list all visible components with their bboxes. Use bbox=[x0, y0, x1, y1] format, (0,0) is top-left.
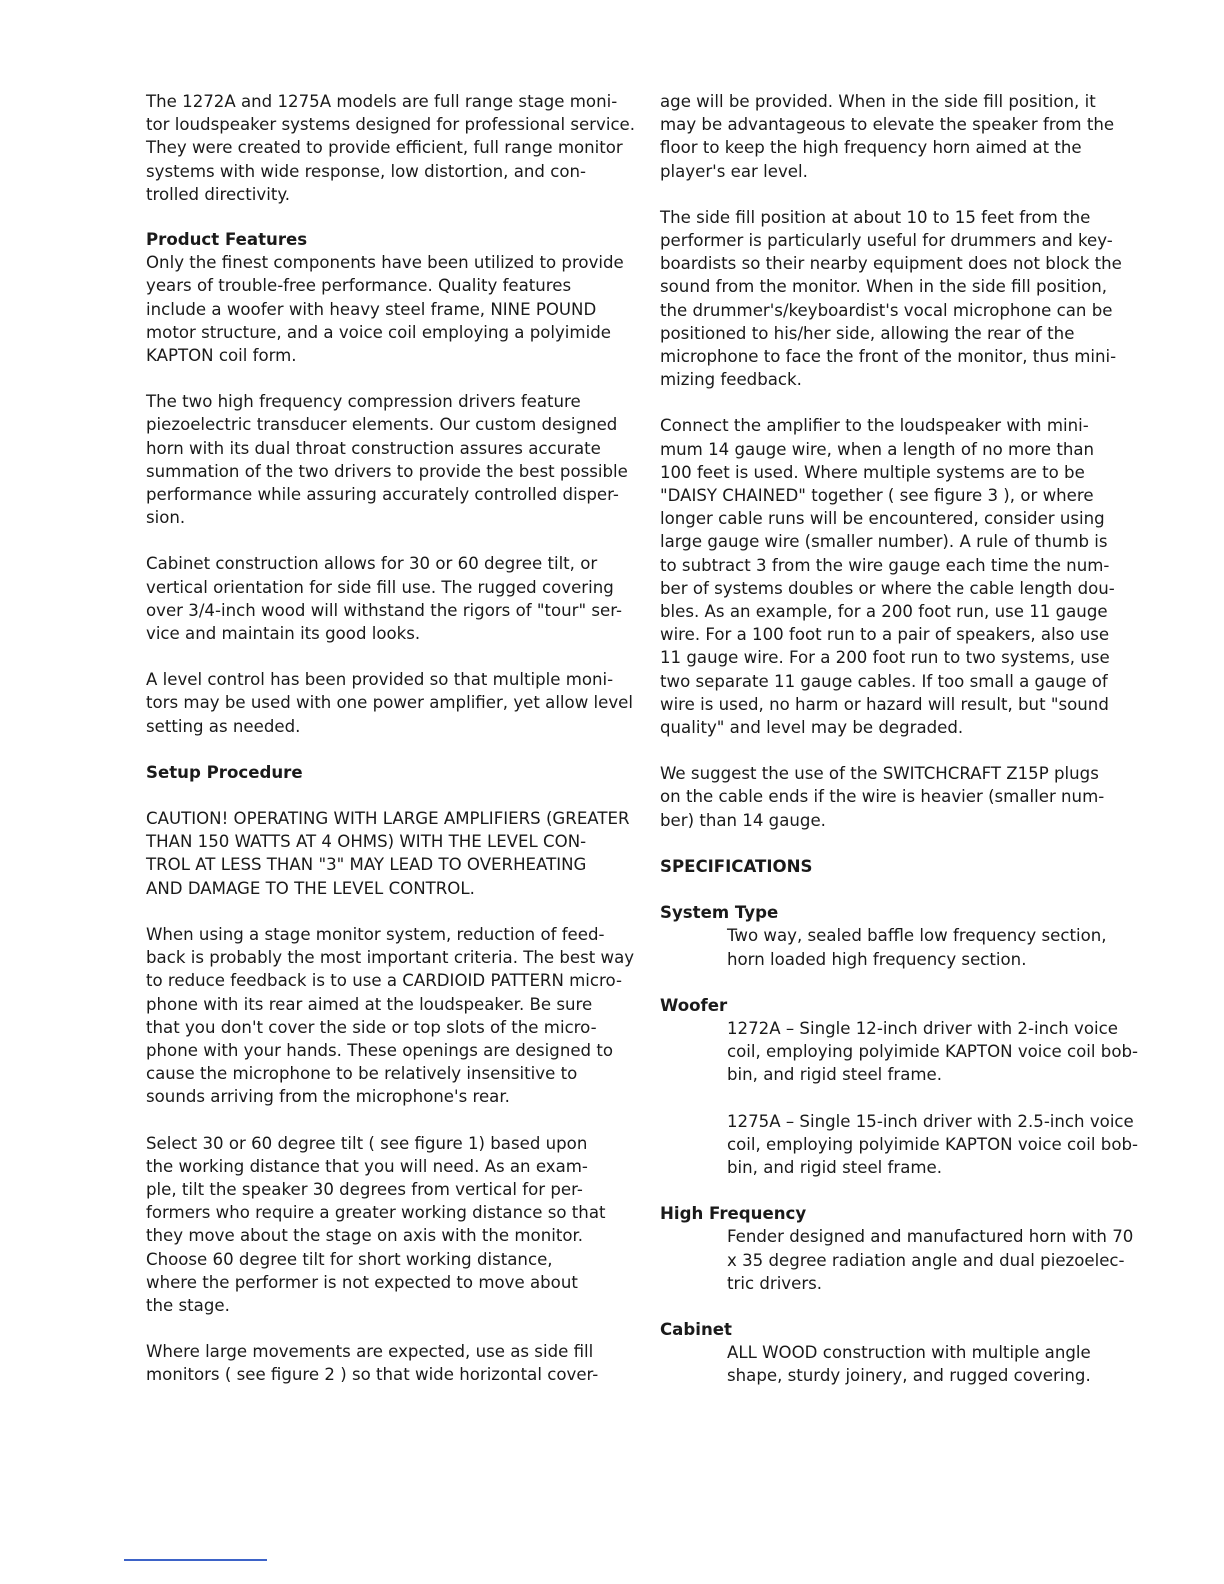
side-fill-paragraph: Where large movements are expected, use as side fill monitors ( see figure 2 ) so that wide horizontal cover- bbox=[146, 1342, 599, 1385]
setup-procedure-heading: Setup Procedure bbox=[146, 762, 303, 782]
high-frequency-body: Fender designed and manufactured horn with 70 x 35 degree radiation angle and dual piezoelec- tric drivers. bbox=[727, 1227, 1134, 1293]
woofer-1275a-body: 1275A – Single 15-inch driver with 2.5-inch voice coil, employing polyimide KAPTON voice coil bob- bin, and rigid steel frame. bbox=[727, 1111, 1138, 1177]
system-type-body: Two way, sealed baffle low frequency section, horn loaded high frequency section. bbox=[727, 926, 1107, 969]
cabinet-body: ALL WOOD construction with multiple angle shape, sturdy joinery, and rugged covering. bbox=[727, 1343, 1091, 1386]
coverage-paragraph: age will be provided. When in the side fill position, it may be advantageous to elevate the speaker from the floor to keep the high frequency horn aimed at the player's ear level. bbox=[660, 92, 1115, 181]
feedback-paragraph: When using a stage monitor system, reduction of feed- back is probably the most important criteria. The best way to reduce feedback is to use a CARDIOID PATTERN micro- phone with its rear aimed at the loudspeaker. Be sure that you don't cover the side or top slots of the micro- phone with your hands. These openings are designed to cause the microphone to be relatively insensitive to sounds arriving from the microphone's rear. bbox=[146, 924, 635, 1107]
level-control-paragraph: A level control has been provided so that multiple moni- tors may be used with one power amplifier, yet allow level setting as needed. bbox=[146, 670, 633, 736]
left-column bbox=[146, 90, 638, 1387]
system-type-heading: System Type bbox=[660, 903, 779, 923]
product-features-paragraph: Only the finest components have been utilized to provide years of trouble-free performance. Quality features include a woofer with heavy steel frame, NINE POUND motor structure, and a voice coil employing a polyimide KAPTON coil form. bbox=[146, 253, 624, 366]
high-frequency-heading: High Frequency bbox=[660, 1204, 807, 1224]
woofer-1272a-body: 1272A – Single 12-inch driver with 2-inch voice coil, employing polyimide KAPTON voice coil bob- bin, and rigid steel frame. bbox=[727, 1018, 1138, 1085]
cabinet-heading: Cabinet bbox=[660, 1319, 732, 1339]
plugs-paragraph: We suggest the use of the SWITCHCRAFT Z15P plugs on the cable ends if the wire is heavier (smaller num- ber) than 14 gauge. bbox=[660, 764, 1105, 830]
right-column bbox=[660, 90, 1152, 1388]
product-features-heading: Product Features bbox=[146, 230, 308, 250]
side-fill-position-paragraph: The side fill position at about 10 to 15 feet from the performer is particularly useful for drummers and key- boardists so their nearby equipment does not block the sound from the monitor. When in the side fill position, the drummer's/keyboardist's vocal microphone can be positioned to his/her side, allowing the rear of the microphone to face the front of the monitor, thus mini- mizing feedback. bbox=[660, 207, 1122, 390]
cabinet-construction-paragraph: Cabinet construction allows for 30 or 60 degree tilt, or vertical orientation for side fill use. The rugged covering over 3/4-inch wood will withstand the rigors of "tour" ser- vice and maintain its good looks. bbox=[146, 554, 623, 644]
caution-paragraph: CAUTION! OPERATING WITH LARGE AMPLIFIERS (GREATER THAN 150 WATTS AT 4 OHMS) WITH THE LEVEL CON- TROL AT LESS THAN "3" MAY LEAD TO OVERHEATING AND DAMAGE TO THE LEVEL CONTROL. bbox=[146, 809, 630, 898]
specifications-heading: SPECIFICATIONS bbox=[660, 856, 813, 876]
tilt-paragraph: Select 30 or 60 degree tilt ( see figure 1) based upon the working distance that you will need. As an exam- ple, tilt the speaker 30 degrees from vertical for per- formers who require a greater working distance so that they move about the stage on axis with the monitor. Choose 60 degree tilt for short working distance, where the performer is not expected to move about the stage. bbox=[146, 1133, 606, 1315]
woofer-heading: Woofer bbox=[660, 995, 728, 1015]
intro-paragraph: The 1272A and 1275A models are full range stage moni- tor loudspeaker systems designed for professional service. They were created to provide efficient, full range monitor systems with wide response, low distortion, and con- trolled directivity. bbox=[146, 92, 636, 204]
hf-drivers-paragraph: The two high frequency compression drivers feature piezoelectric transducer elements. Our custom designed horn with its dual throat construction assures accurate summation of the two drivers to provide the best possible performance while assuring accurately controlled disper- sion. bbox=[146, 392, 628, 528]
scan-artifact-line bbox=[124, 1559, 267, 1561]
wiring-paragraph: Connect the amplifier to the loudspeaker with mini- mum 14 gauge wire, when a length of no more than 100 feet is used. Where multiple systems are to be "DAISY CHAINED" together ( see figure 3 ), or where longer cable runs will be encountered, consider using large gauge wire (smaller number). A rule of thumb is to subtract 3 from the wire gauge each time the num- ber of systems doubles or where the cable length dou- bles. As an example, for a 200 foot run, use 11 gauge wire. For a 100 foot run to a pair of speakers, also use 11 gauge wire. For a 200 foot run to two systems, use two separate 11 gauge cables. If too small a gauge of wire is used, no harm or hazard will result, but "sound quality" and level may be degraded. bbox=[660, 416, 1115, 738]
